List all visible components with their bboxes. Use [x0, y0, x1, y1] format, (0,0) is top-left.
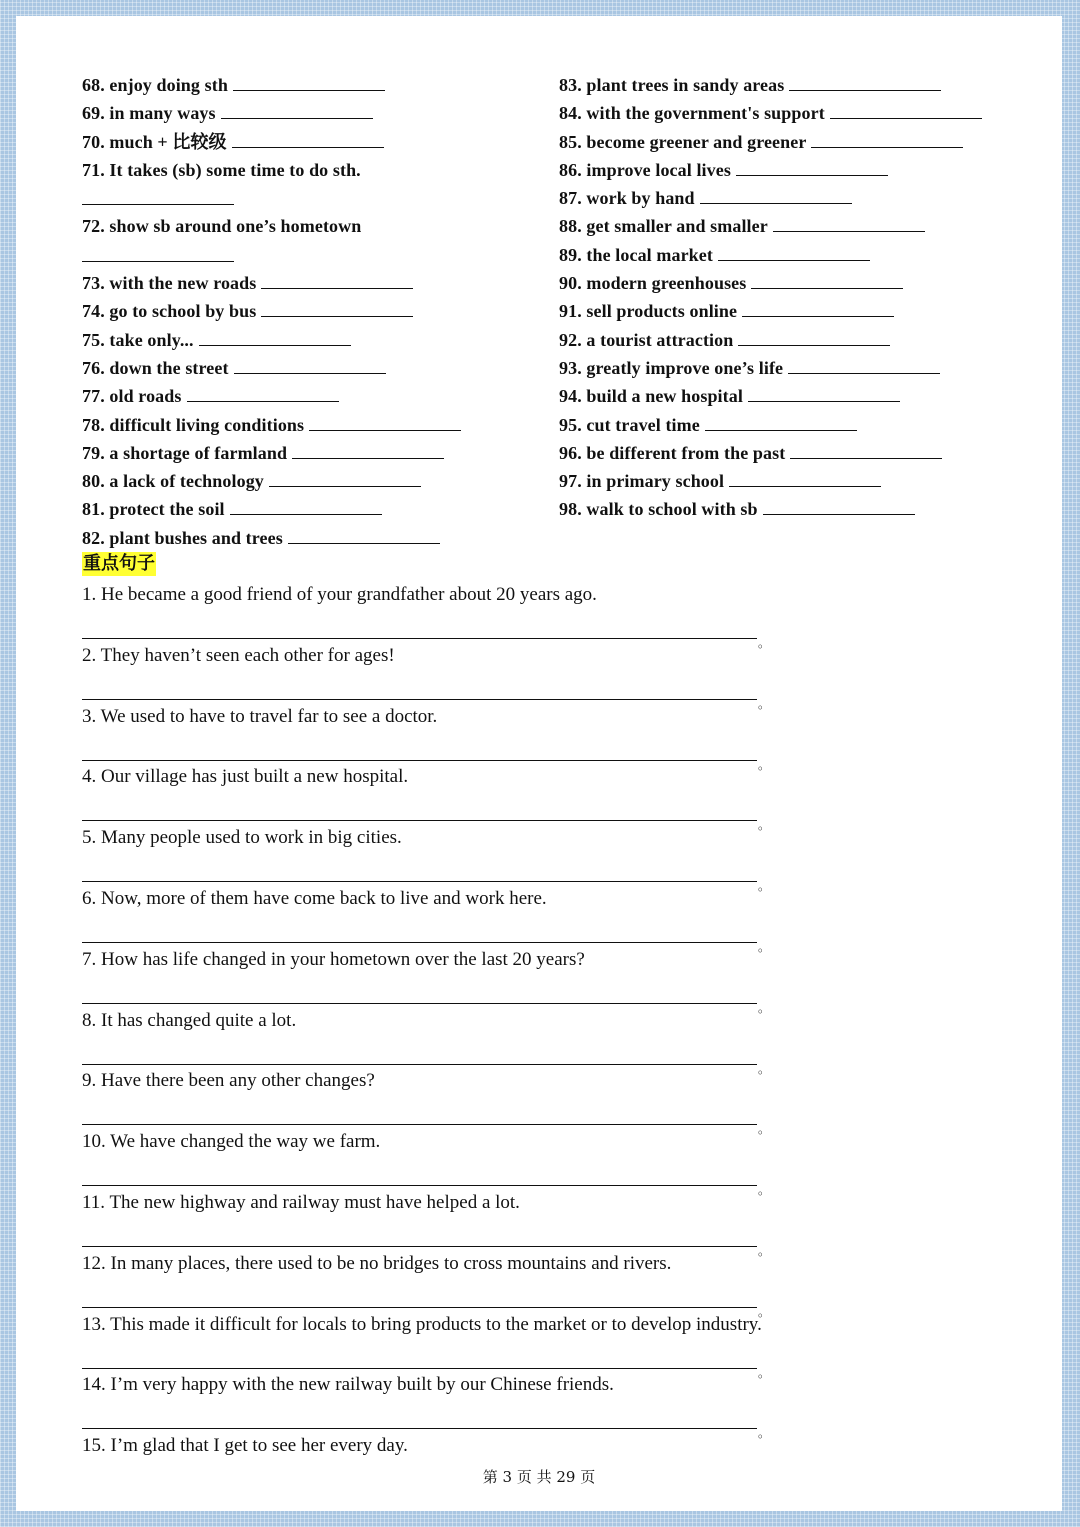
phrase-item: [82, 71, 552, 99]
answer-blank[interactable]: [788, 355, 940, 374]
sentence-item: [82, 947, 802, 1015]
sentence-end-mark: 。: [758, 757, 771, 772]
translation-answer-line[interactable]: [82, 881, 757, 882]
key-sentences-list: [82, 582, 802, 1494]
phrase-item: [82, 128, 552, 156]
answer-blank[interactable]: [82, 261, 234, 262]
answer-blank[interactable]: [700, 185, 852, 204]
sentence-end-mark: 。: [758, 1426, 771, 1441]
page-footer: 第 3 页 共 29 页: [482, 1468, 596, 1486]
phrase-item: [82, 156, 552, 184]
answer-blank[interactable]: [742, 298, 894, 317]
phrase-text: 79. a shortage of farmland: [82, 442, 288, 463]
translation-answer-line[interactable]: [82, 760, 757, 761]
phrase-item: [82, 524, 552, 552]
phrase-item: [559, 411, 1029, 439]
sentence-text: 4. Our village has just built a new hospital.: [82, 766, 409, 788]
phrase-item: [559, 297, 1029, 325]
phrase-item: [559, 382, 1029, 410]
phrase-text: 70. much + 比较级: [82, 131, 227, 152]
answer-blank[interactable]: [233, 72, 385, 91]
phrase-item: [82, 269, 552, 297]
sentence-item: [82, 825, 802, 894]
sentence-text: 6. Now, more of them have come back to live and work here.: [82, 887, 547, 909]
section-title: 重点句子: [83, 553, 155, 574]
translation-answer-line[interactable]: [82, 699, 757, 700]
sentence-end-mark: 。: [758, 879, 771, 894]
answer-blank[interactable]: [232, 129, 384, 148]
answer-blank[interactable]: [763, 496, 915, 515]
translation-answer-line[interactable]: [82, 1064, 757, 1065]
sentence-text: 1. He became a good friend of your grandfather about 20 years ago.: [82, 584, 597, 605]
phrase-text: 94. build a new hospital: [559, 386, 743, 407]
phrase-text: 86. improve local lives: [559, 159, 731, 180]
answer-blank[interactable]: [269, 468, 421, 487]
phrase-item: [82, 439, 552, 467]
sentence-item: [82, 1372, 802, 1441]
phrase-text: 95. cut travel time: [559, 414, 700, 435]
sentence-text: 13. This made it difficult for locals to bring products to the market or to develop industry.: [82, 1313, 762, 1335]
phrase-text: 83. plant trees in sandy areas: [559, 75, 785, 95]
translation-answer-line[interactable]: [82, 1307, 757, 1308]
phrase-text: 97. in primary school: [559, 471, 725, 492]
answer-blank[interactable]: [187, 383, 339, 402]
phrase-text: 88. get smaller and smaller: [559, 216, 768, 237]
phrase-text: 87. work by hand: [559, 188, 695, 209]
sentence-text: 8. It has changed quite a lot.: [82, 1009, 297, 1031]
phrase-text: 68. enjoy doing sth: [82, 75, 228, 95]
sentence-text: 11. The new highway and railway must have helped a lot.: [82, 1191, 520, 1213]
sentence-item: [82, 886, 802, 954]
answer-blank[interactable]: [790, 440, 942, 459]
sentence-end-mark: 。: [758, 636, 771, 650]
phrase-text: 76. down the street: [82, 357, 229, 378]
phrase-text: 74. go to school by bus: [82, 301, 257, 322]
phrase-text: 93. greatly improve one’s life: [559, 357, 784, 378]
phrase-item: [559, 212, 1029, 240]
phrase-item: [559, 495, 1029, 523]
sentence-text: 14. I’m very happy with the new railway built by our Chinese friends.: [82, 1374, 614, 1396]
translation-answer-line[interactable]: [82, 1185, 757, 1186]
phrase-item: [82, 297, 552, 325]
sentence-text: 2. They haven’t seen each other for ages!: [82, 644, 395, 666]
answer-blank[interactable]: [751, 270, 903, 289]
phrase-column-right: [559, 71, 1029, 524]
answer-blank[interactable]: [309, 412, 461, 431]
answer-blank[interactable]: [736, 157, 888, 176]
sentence-text: 5. Many people used to work in big cities.: [82, 827, 402, 849]
phrase-text: 73. with the new roads: [82, 273, 257, 294]
translation-answer-line[interactable]: [82, 1003, 757, 1004]
phrase-item: [559, 128, 1029, 156]
phrase-item: [559, 99, 1029, 127]
sentence-item: [82, 764, 802, 833]
phrase-text: 71. It takes (sb) some time to do sth.: [82, 159, 361, 180]
phrase-item: [82, 495, 552, 523]
sentence-item: [82, 1312, 802, 1380]
phrase-answer-line: [82, 241, 552, 269]
phrase-item: [82, 382, 552, 410]
phrase-item: [559, 184, 1029, 212]
answer-blank[interactable]: [288, 525, 440, 544]
answer-blank[interactable]: [234, 355, 386, 374]
phrase-item: [559, 439, 1029, 467]
answer-blank[interactable]: [230, 496, 382, 515]
sentence-item: [82, 582, 802, 650]
phrase-text: 80. a lack of technology: [82, 471, 264, 492]
answer-blank[interactable]: [789, 72, 941, 91]
phrase-text: 77. old roads: [82, 386, 182, 407]
sentence-text: 7. How has life changed in your hometown over the last 20 years?: [82, 948, 585, 970]
sentence-item: [82, 1251, 802, 1319]
sentence-text: 9. Have there been any other changes?: [82, 1070, 375, 1092]
sentence-end-mark: 。: [758, 1304, 771, 1319]
translation-answer-line[interactable]: [82, 1246, 757, 1247]
answer-blank[interactable]: [261, 298, 413, 317]
answer-blank[interactable]: [221, 100, 373, 119]
worksheet-page: [16, 16, 1062, 1511]
answer-blank[interactable]: [738, 327, 890, 346]
answer-blank[interactable]: [729, 468, 881, 487]
phrase-text: 92. a tourist attraction: [559, 329, 734, 350]
answer-blank[interactable]: [773, 213, 925, 232]
phrase-text: 69. in many ways: [82, 103, 216, 124]
sentence-end-mark: 。: [758, 696, 771, 711]
phrase-text: 84. with the government's support: [559, 103, 825, 124]
phrase-item: [82, 467, 552, 495]
phrase-text: 91. sell products online: [559, 301, 738, 322]
answer-blank[interactable]: [811, 129, 963, 148]
phrase-item: [559, 467, 1029, 495]
translation-answer-line[interactable]: [82, 1428, 757, 1429]
phrase-item: [82, 212, 552, 240]
phrase-text: 72. show sb around one’s hometown: [82, 216, 362, 237]
answer-blank[interactable]: [718, 242, 870, 261]
answer-blank[interactable]: [82, 204, 234, 205]
sentence-end-mark: 。: [758, 818, 771, 833]
phrase-item: [82, 354, 552, 382]
phrase-item: [559, 156, 1029, 184]
sentence-item: [82, 1129, 802, 1198]
translation-answer-line[interactable]: [82, 638, 757, 639]
answer-blank[interactable]: [292, 440, 444, 459]
sentence-end-mark: 。: [758, 1122, 771, 1137]
phrase-text: 98. walk to school with sb: [559, 499, 758, 520]
translation-answer-line[interactable]: [82, 1368, 757, 1369]
sentence-text: 12. In many places, there used to be no bridges to cross mountains and rivers.: [82, 1252, 672, 1274]
phrase-text: 89. the local market: [559, 244, 713, 265]
phrase-item: [82, 411, 552, 439]
phrase-item: [559, 269, 1029, 297]
phrase-item: [82, 326, 552, 354]
phrase-text: 96. be different from the past: [559, 442, 786, 463]
answer-blank[interactable]: [199, 327, 351, 346]
phrase-item: [82, 99, 552, 127]
phrase-item: [559, 354, 1029, 382]
phrase-item: [559, 326, 1029, 354]
translation-answer-line[interactable]: [82, 942, 757, 943]
phrase-text: 78. difficult living conditions: [82, 414, 305, 435]
sentence-end-mark: 。: [758, 1183, 771, 1198]
sentence-text: 15. I’m glad that I get to see her every day.: [82, 1435, 408, 1457]
sentence-end-mark: 。: [758, 939, 771, 954]
sentence-end-mark: 。: [758, 1243, 771, 1258]
phrase-item: [559, 71, 1029, 99]
phrase-text: 75. take only...: [82, 329, 194, 350]
sentence-item: [82, 643, 802, 711]
sentence-item: [82, 1068, 802, 1137]
phrase-text: 85. become greener and greener: [559, 131, 807, 152]
answer-blank[interactable]: [705, 412, 857, 431]
sentence-item: [82, 1008, 802, 1076]
sentence-end-mark: 。: [758, 1061, 771, 1076]
sentence-text: 3. We used to have to travel far to see a doctor.: [82, 705, 438, 727]
answer-blank[interactable]: [261, 270, 413, 289]
sentence-end-mark: 。: [758, 1000, 771, 1015]
sentence-item: [82, 704, 802, 772]
sentence-text: 10. We have changed the way we farm.: [82, 1131, 381, 1153]
phrase-text: 81. protect the soil: [82, 499, 225, 520]
sentence-end-mark: 。: [758, 1365, 771, 1380]
translation-answer-line[interactable]: [82, 820, 757, 821]
phrase-column-left: [82, 71, 552, 552]
phrase-answer-line: [82, 184, 552, 212]
answer-blank[interactable]: [748, 383, 900, 402]
sentence-item: [82, 1190, 802, 1258]
answer-blank[interactable]: [830, 100, 982, 119]
phrase-text: 82. plant bushes and trees: [82, 527, 283, 548]
translation-answer-line[interactable]: [82, 1124, 757, 1125]
phrase-text: 90. modern greenhouses: [559, 273, 747, 294]
phrase-item: [559, 241, 1029, 269]
